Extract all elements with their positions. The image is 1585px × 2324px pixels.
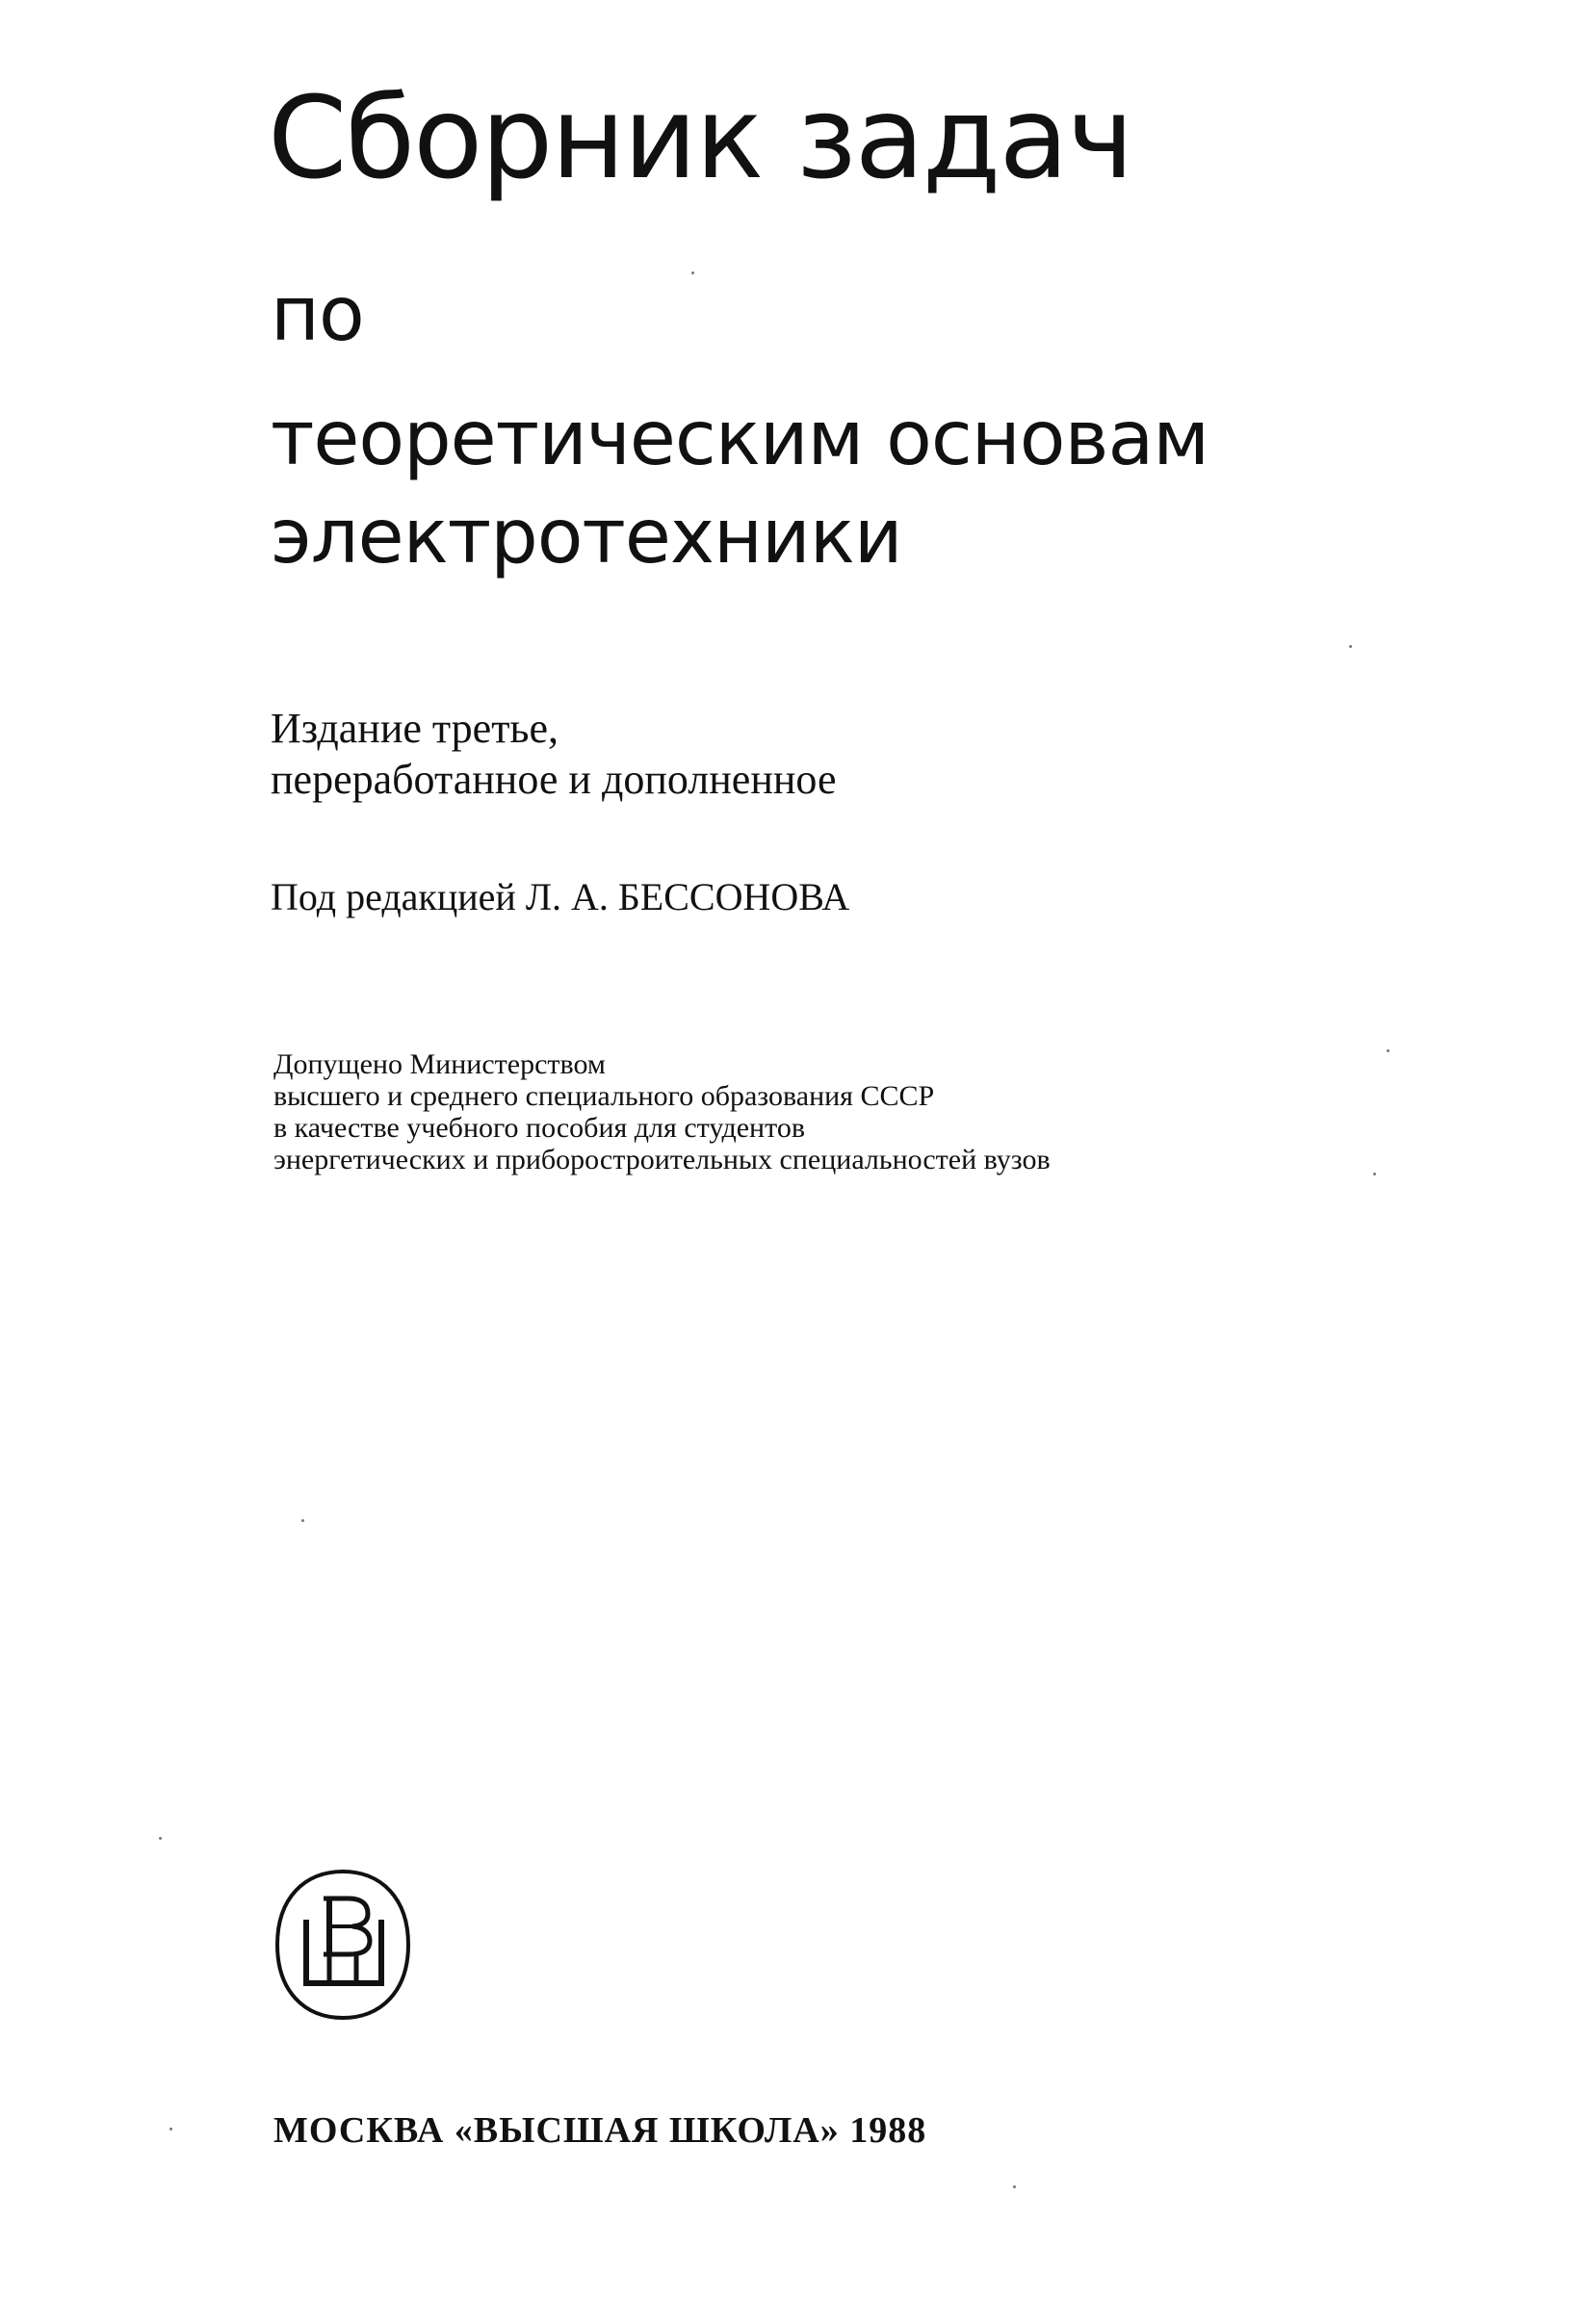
scan-speck — [159, 1837, 162, 1840]
scan-speck — [301, 1519, 304, 1522]
edition-line-2: переработанное и дополненное — [271, 756, 837, 803]
scan-speck — [169, 2128, 172, 2130]
scan-speck — [1387, 1049, 1390, 1052]
publisher-monogram-logo — [268, 1866, 418, 2024]
scan-speck — [1013, 2185, 1016, 2188]
book-subtitle-line-2: теоретическим основам — [271, 396, 1209, 482]
approval-line-4: энергетических и приборостроительных специальностей вузов — [273, 1144, 1051, 1175]
ministry-approval-note — [273, 1048, 1051, 1175]
book-subtitle-line-1: по — [271, 271, 364, 358]
approval-line-3: в качестве учебного пособия для студентов — [273, 1112, 805, 1144]
publisher-imprint: МОСКВА «ВЫСШАЯ ШКОЛА» 1988 — [273, 2110, 927, 2151]
edition-line-1: Издание третье, — [271, 705, 559, 752]
book-subtitle-line-3: электротехники — [271, 494, 902, 581]
approval-line-1: Допущено Министерством — [273, 1048, 606, 1080]
book-title: Сборник задач — [268, 71, 1132, 204]
scan-speck — [1349, 645, 1352, 648]
approval-line-2: высшего и среднего специального образования СССР — [273, 1080, 935, 1112]
scan-speck — [1373, 1173, 1376, 1175]
publisher-monogram-icon — [268, 1866, 418, 2024]
edition-statement — [271, 703, 837, 805]
scan-speck — [691, 271, 694, 274]
editor-credit: Под редакцией Л. А. БЕССОНОВА — [271, 875, 850, 918]
